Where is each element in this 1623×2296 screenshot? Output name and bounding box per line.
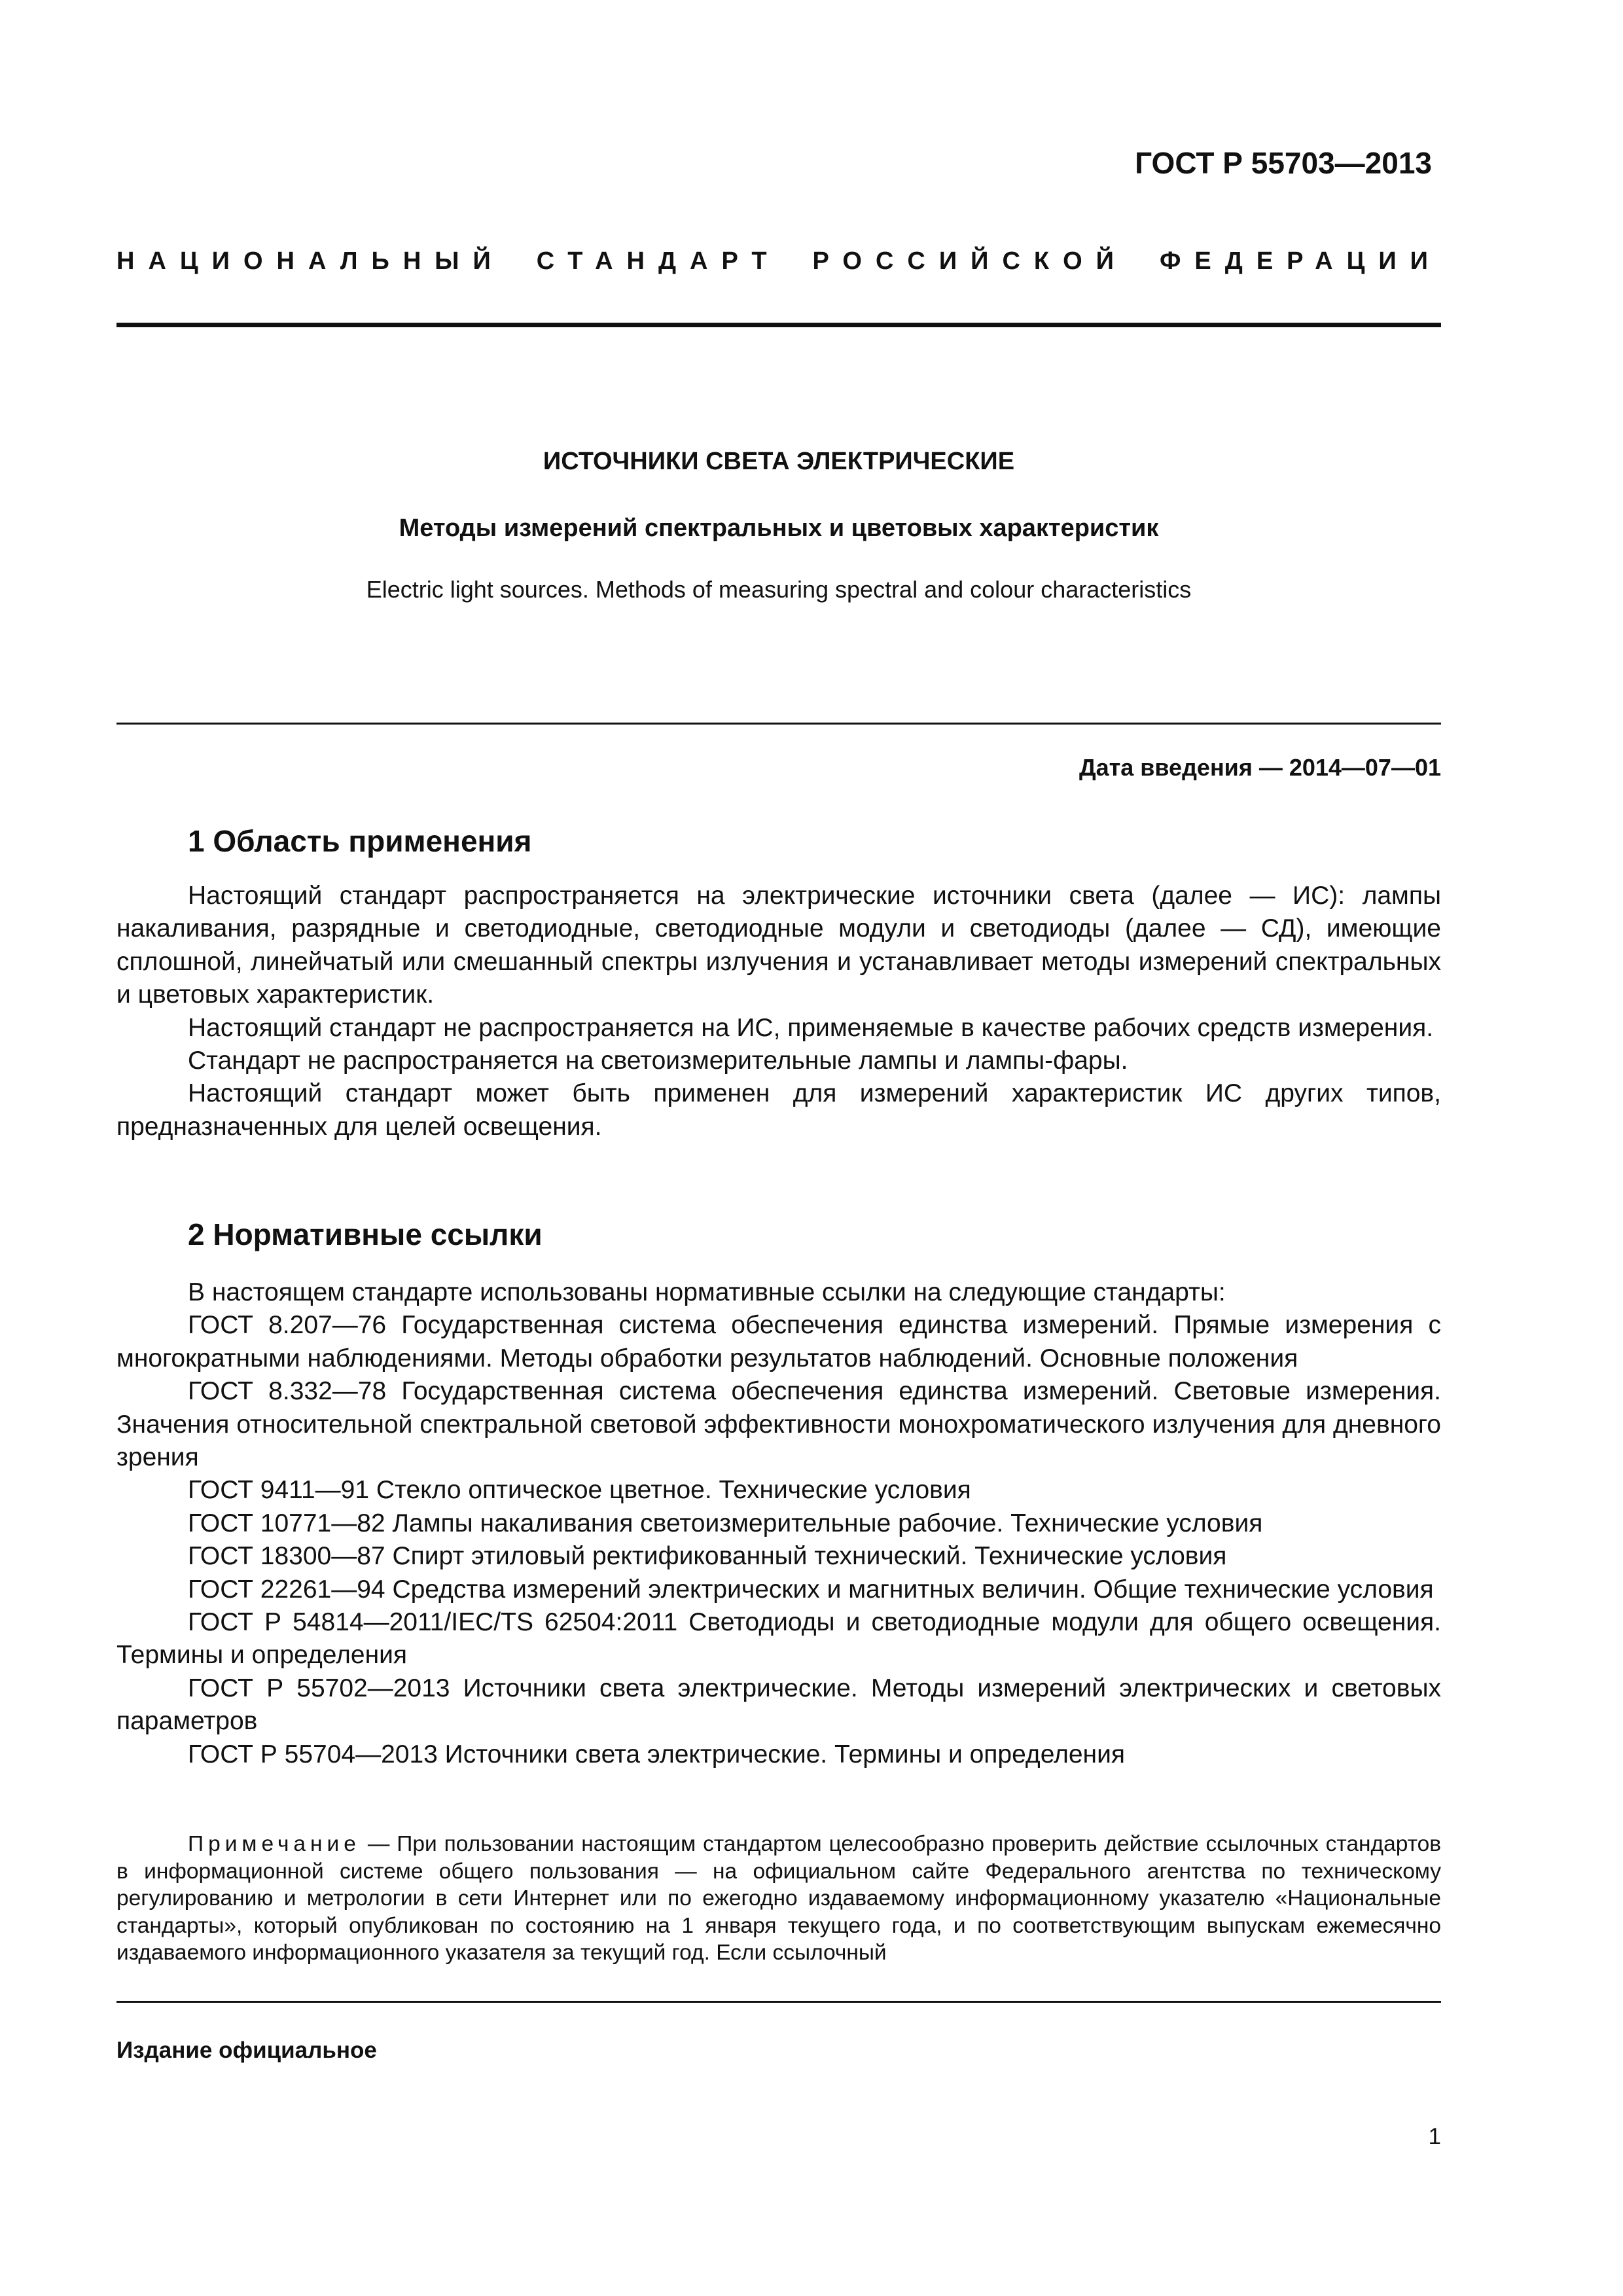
section-2-body	[116, 1276, 1441, 1771]
reference-item: ГОСТ Р 55702—2013 Источники света электрические. Методы измерений электрических и световых параметров	[116, 1674, 1441, 1736]
reference-item: ГОСТ 9411—91 Стекло оптическое цветное. Технические условия	[188, 1476, 971, 1505]
reference-item: ГОСТ 18300—87 Спирт этиловый ректификованный технический. Технические условия	[188, 1542, 1227, 1571]
note-paragraph	[116, 1831, 1441, 1967]
reference-item: ГОСТ 8.332—78 Государственная система обеспечения единства измерений. Световые измерения. Значения относительной спектральной световой эффективности монохроматического излучения для дневного зрения	[116, 1377, 1441, 1472]
section-2-paragraph: В настоящем стандарте использованы нормативные ссылки на следующие стандарты:	[188, 1278, 1226, 1306]
introduction-date: Дата введения — 2014—07—01	[1079, 754, 1441, 781]
section-1-paragraph: Стандарт не распространяется на светоизмерительные лампы и лампы-фары.	[188, 1047, 1128, 1075]
reference-item: ГОСТ 22261—94 Средства измерений электрических и магнитных величин. Общие технические условия	[188, 1575, 1434, 1604]
title-rule	[116, 723, 1441, 725]
reference-item: ГОСТ 10771—82 Лампы накаливания светоизмерительные рабочие. Технические условия	[188, 1509, 1263, 1537]
header-rule	[116, 323, 1441, 327]
note-text: — При пользовании настоящим стандартом целесообразно проверить действие ссылочных стандартов в информационной системе общего пользования — на официальном сайте Федерального агентства по техническому регулированию и метрологии в сети Интернет или по ежегодно издаваемому информационному указателю «Национальные стандарты», который опубликован по состоянию на 1 января текущего года, и по соответствующим выпускам ежемесячно издаваемого информационного указателя за текущий год. Если ссылочный	[116, 1832, 1441, 1965]
reference-item: ГОСТ Р 54814—2011/IEC/TS 62504:2011 Светодиоды и светодиодные модули для общего освещения. Термины и определения	[116, 1608, 1441, 1670]
section-1-body	[116, 880, 1441, 1143]
document-subtitle: Методы измерений спектральных и цветовых характеристик	[399, 514, 1159, 542]
section-1-heading: 1 Область применения	[188, 824, 532, 858]
reference-item: ГОСТ Р 55704—2013 Источники света электрические. Термины и определения	[188, 1740, 1125, 1768]
page-number: 1	[1428, 2124, 1441, 2149]
note-label: Примечание	[188, 1832, 361, 1856]
document-title-english: Electric light sources. Methods of measuring spectral and colour characteristics	[366, 576, 1192, 603]
footer-rule	[116, 2001, 1441, 2003]
section-1-paragraph: Настоящий стандарт может быть применен для измерений характеристик ИС других типов, предназначенных для целей освещения.	[116, 1079, 1441, 1141]
section-2-heading: 2 Нормативные ссылки	[188, 1217, 543, 1251]
note-block	[116, 1831, 1441, 1967]
section-1-paragraph: Настоящий стандарт не распространяется на ИС, применяемые в качестве рабочих средств измерения.	[188, 1013, 1434, 1042]
document-title: ИСТОЧНИКИ СВЕТА ЭЛЕКТРИЧЕСКИЕ	[543, 448, 1015, 475]
national-standard-banner: НАЦИОНАЛЬНЫЙ СТАНДАРТ РОССИЙСКОЙ ФЕДЕРАЦИИ	[116, 247, 1442, 275]
document-code: ГОСТ Р 55703—2013	[1135, 146, 1432, 180]
reference-item: ГОСТ 8.207—76 Государственная система обеспечения единства измерений. Прямые измерения с многократными наблюдениями. Методы обработки результатов наблюдений. Основные положения	[116, 1311, 1441, 1372]
official-edition-label: Издание официальное	[116, 2037, 377, 2063]
section-1-paragraph: Настоящий стандарт распространяется на электрические источники света (далее — ИС): лампы накаливания, разрядные и светодиодные, светодиодные модули и светодиоды (далее — СД), имеющие сплошной, линейчатый или смешанный спектры излучения и устанавливает методы измерений спектральных и цветовых характеристик.	[116, 882, 1441, 1009]
